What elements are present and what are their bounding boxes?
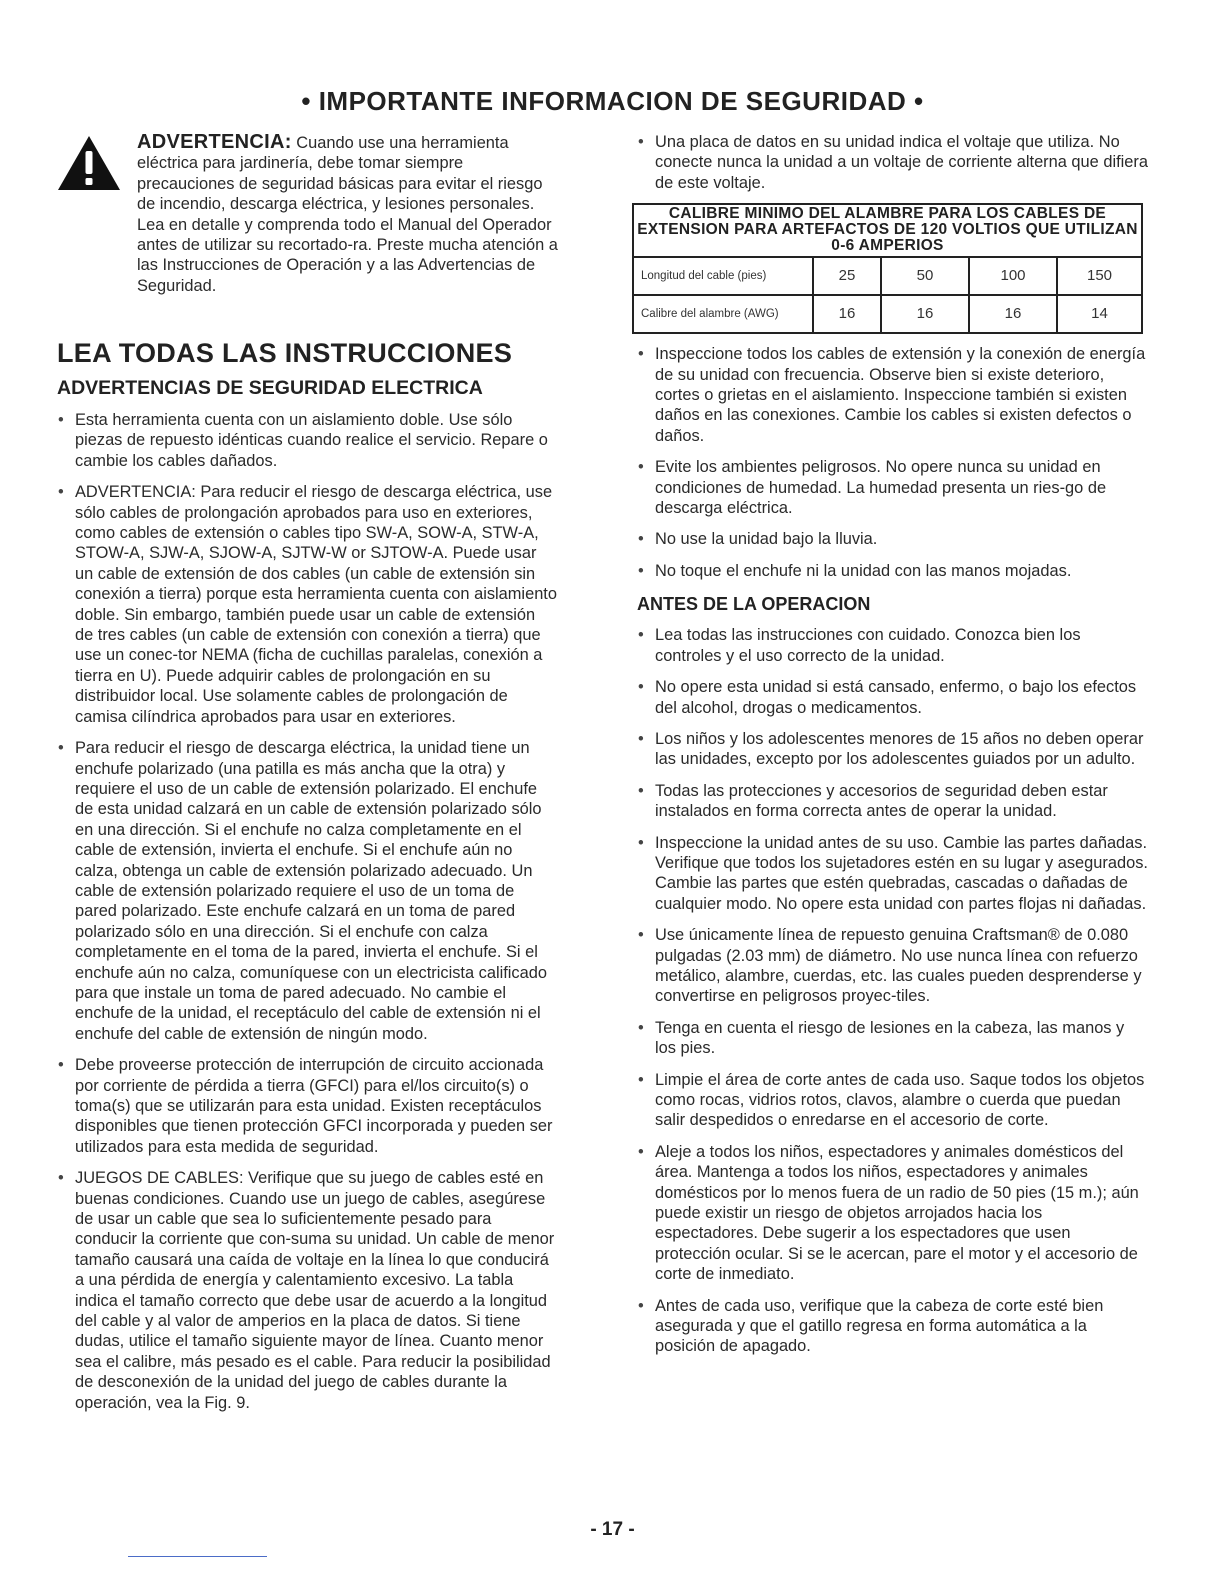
list-item: • No opere esta unidad si está cansado, enfermo, o bajo los efectos del alcohol, drogas o medicamentos. bbox=[637, 677, 1149, 718]
warning-body: Cuando use una herramienta eléctrica para jardinería, debe tomar siempre precauciones de seguridad básicas para evitar el riesgo de incendio, descarga eléctrica, y lesiones personales. Lea en detalle y comprenda todo el Manual del Operador antes de utilizar su recortado-ra. Preste mucha atención a las Instrucciones de Operación y a las Advertencias de Seguridad. bbox=[137, 134, 558, 295]
list-item: • No use la unidad bajo la lluvia. bbox=[637, 529, 1149, 549]
list-item: • Inspeccione la unidad antes de su uso. Cambie las partes dañadas. Verifique que todos los sujetadores estén en su lugar y asegurados. Cambie las partes que estén quebradas, cascadas o dañadas de cualquier modo. No opere esta unidad con partes flojas ni dañadas. bbox=[637, 833, 1149, 915]
list-item: • Limpie el área de corte antes de cada uso. Saque todos los objetos como rocas, vidrios rotos, clavos, alambre o cuerda que puedan salir despedidos o enredarse en el accesorio de corte. bbox=[637, 1070, 1149, 1131]
list-item: • Lea todas las instrucciones con cuidado. Conozca bien los controles y el uso correcto de la unidad. bbox=[637, 625, 1149, 666]
list-item: • Use únicamente línea de repuesto genuina Craftsman® de 0.080 pulgadas (2.03 mm) de diámetro. No use nunca línea con refuerzo metálico, alambre, cuerdas, etc. las cuales pueden desprenderse y convertirse en peligrosos proyec-tiles. bbox=[637, 925, 1149, 1007]
electric-safety-heading: ADVERTENCIAS DE SEGURIDAD ELECTRICA bbox=[57, 377, 483, 399]
table-header: CALIBRE MINIMO DEL ALAMBRE PARA LOS CABLES DE EXTENSION PARA ARTEFACTOS DE 120 VOLTIOS QUE UTILIZAN 0-6 AMPERIOS bbox=[634, 205, 1141, 258]
before-operation-heading: ANTES DE LA OPERACION bbox=[637, 594, 871, 615]
table-cell: 16 bbox=[814, 296, 882, 332]
right-column bbox=[637, 132, 1149, 1357]
table-row bbox=[634, 296, 1141, 332]
table-cell: 50 bbox=[882, 258, 970, 294]
data-plate-note: • Una placa de datos en su unidad indica el voltaje que utiliza. No conecte nunca la unidad a un voltaje de corriente alterna que difiera de este voltaje. bbox=[637, 132, 1149, 193]
list-item: • Antes de cada uso, verifique que la cabeza de corte esté bien asegurada y que el gatillo regresa en forma automática a la posición de apagado. bbox=[637, 1296, 1149, 1357]
left-column bbox=[57, 132, 557, 1413]
table-cell: 25 bbox=[814, 258, 882, 294]
row-label: Calibre del alambre (AWG) bbox=[634, 296, 814, 332]
before-operation-list bbox=[637, 625, 1149, 1357]
cable-gauge-table bbox=[632, 203, 1143, 334]
list-item: • Para reducir el riesgo de descarga eléctrica, la unidad tiene un enchufe polarizado (una patilla es más ancha que la otra) y requiere el uso de un cable de extensión polarizado. El enchufe de esta unidad calzará en un cable de extensión polarizado sólo en una dirección. Si el enchufe no calza completamente en el cable de extensión, invierta el enchufe. Si el enchufe aún no calza, obtenga un cable de extensión polarizado adecuado. Un cable de extensión polarizado requiere el uso de un toma de pared polarizado. Este enchufe calzará en un toma de pared polarizado sólo en una dirección. Si el enchufe con calza completamente en el toma de la pared, invierta el enchufe. Si el enchufe aún no calza, comuníquese con un electricista calificado para que instale un toma de pared adecuado. No cambie el enchufe de la unidad, el receptáculo del cable de extensión ni el enchufe del cable de extensión de ningún modo. bbox=[57, 738, 557, 1044]
table-row bbox=[634, 258, 1141, 296]
list-item: • Debe proveerse protección de interrupción de circuito accionada por corriente de pérdida a tierra (GFCI) para el/los circuito(s) o toma(s) que se utilizarán para esta unidad. Existen receptáculos disponibles que tienen protección GFCI incorporada y pueden ser utilizados para esta medida de seguridad. bbox=[57, 1055, 557, 1157]
warning-block bbox=[57, 132, 557, 312]
table-cell: 14 bbox=[1091, 305, 1108, 323]
list-item: • JUEGOS DE CABLES: Verifique que su juego de cables esté en buenas condiciones. Cuando use un juego de cables, asegúrese de usar un cable que sea lo suficientemente pesado para conducir la corriente que con-suma su unidad. Un cable de menor tamaño causará una caída de voltaje en la línea lo que conducirá a una pérdida de energía y calentamiento excesivo. La tabla indica el tamaño correcto que debe usar de acuerdo a la longitud del cable y al valor de amperios en la placa de datos. Si tiene dudas, utilice el tamaño siguiente mayor de línea. Cuanto menor sea el calibre, más pesado es el cable. Para reducir la posibilidad de desconexión de la unidad del juego de cables durante la operación, vea la Fig. 9. bbox=[57, 1168, 557, 1413]
page-title: • IMPORTANTE INFORMACION DE SEGURIDAD • bbox=[301, 86, 924, 116]
list-item: • Esta herramienta cuenta con un aislamiento doble. Use sólo piezas de repuesto idénticas cuando realice el servicio. Repare o cambie los cables dañados. bbox=[57, 410, 557, 471]
table-cell: 150 bbox=[1086, 267, 1113, 285]
list-item: • Los niños y los adolescentes menores de 15 años no deben operar las unidades, excepto por los adolescentes guiados por un adulto. bbox=[637, 729, 1149, 770]
row-label: Longitud del cable (pies) bbox=[634, 258, 814, 294]
list-item: • Evite los ambientes peligrosos. No opere nunca su unidad en condiciones de humedad. La humedad presenta un ries-go de descarga eléctrica. bbox=[637, 457, 1149, 518]
read-all-instructions-heading: LEA TODAS LAS INSTRUCCIONES bbox=[57, 338, 513, 368]
list-item: • Aleje a todos los niños, espectadores y animales domésticos del área. Mantenga a todos los niños, espectadores y animales domésticos por lo menos fuera de un radio de 50 pies (15 m.); aún puede existir un riesgo de objetos arrojados hacia los espectadores. Debe sugerir a los espectadores que usen protección ocular. Si se le acercan, pare el motor y el accesorio de corte de inmediato. bbox=[637, 1142, 1149, 1285]
cable-safety-list bbox=[637, 344, 1149, 581]
table-cell: 16 bbox=[882, 296, 970, 332]
list-item: • No toque el enchufe ni la unidad con las manos mojadas. bbox=[637, 561, 1149, 581]
list-item: • ADVERTENCIA: Para reducir el riesgo de descarga eléctrica, use sólo cables de prolongación aprobados para uso en exteriores, como cables de extensión o cables tipo SW-A, SOW-A, STW-A, STOW-A, SJW-A, SJOW-A, SJTW-W or SJTOW-A. Puede usar un cable de extensión de dos cables (un cable de extensión sin conexión a tierra) porque esta herramienta cuenta con aislamiento doble. Sin embargo, también puede usar un cable de extensión de tres cables (un cable de extensión con conexión a tierra) que use un conec-tor NEMA (ficha de cuchillas paralelas, conexión a tierra en U). Puede adquirir cables de prolongación en su distribuidor local. Use solamente cables de prolongación de camisa cilíndrica aprobados para usar en exteriores. bbox=[57, 482, 557, 727]
list-item: • Todas las protecciones y accesorios de seguridad deben estar instalados en forma correcta antes de operar la unidad. bbox=[637, 781, 1149, 822]
page-number: - 17 - bbox=[590, 1519, 635, 1540]
warning-lead: ADVERTENCIA: bbox=[137, 131, 292, 153]
table-cell: 16 bbox=[970, 296, 1058, 332]
warning-triangle-icon bbox=[57, 134, 121, 192]
footer-rule bbox=[128, 1556, 267, 1557]
table-cell: 100 bbox=[970, 258, 1058, 294]
list-item: • Tenga en cuenta el riesgo de lesiones en la cabeza, las manos y los pies. bbox=[637, 1018, 1149, 1059]
list-item: • Inspeccione todos los cables de extensión y la conexión de energía de su unidad con frecuencia. Observe bien si existe deterioro, cortes o grietas en el aislamiento. Inspeccione también si existen daños en las conexiones. Cambie los cables si existen defectos o daños. bbox=[637, 344, 1149, 446]
warning-text bbox=[137, 132, 562, 296]
electric-safety-list bbox=[57, 410, 557, 1413]
